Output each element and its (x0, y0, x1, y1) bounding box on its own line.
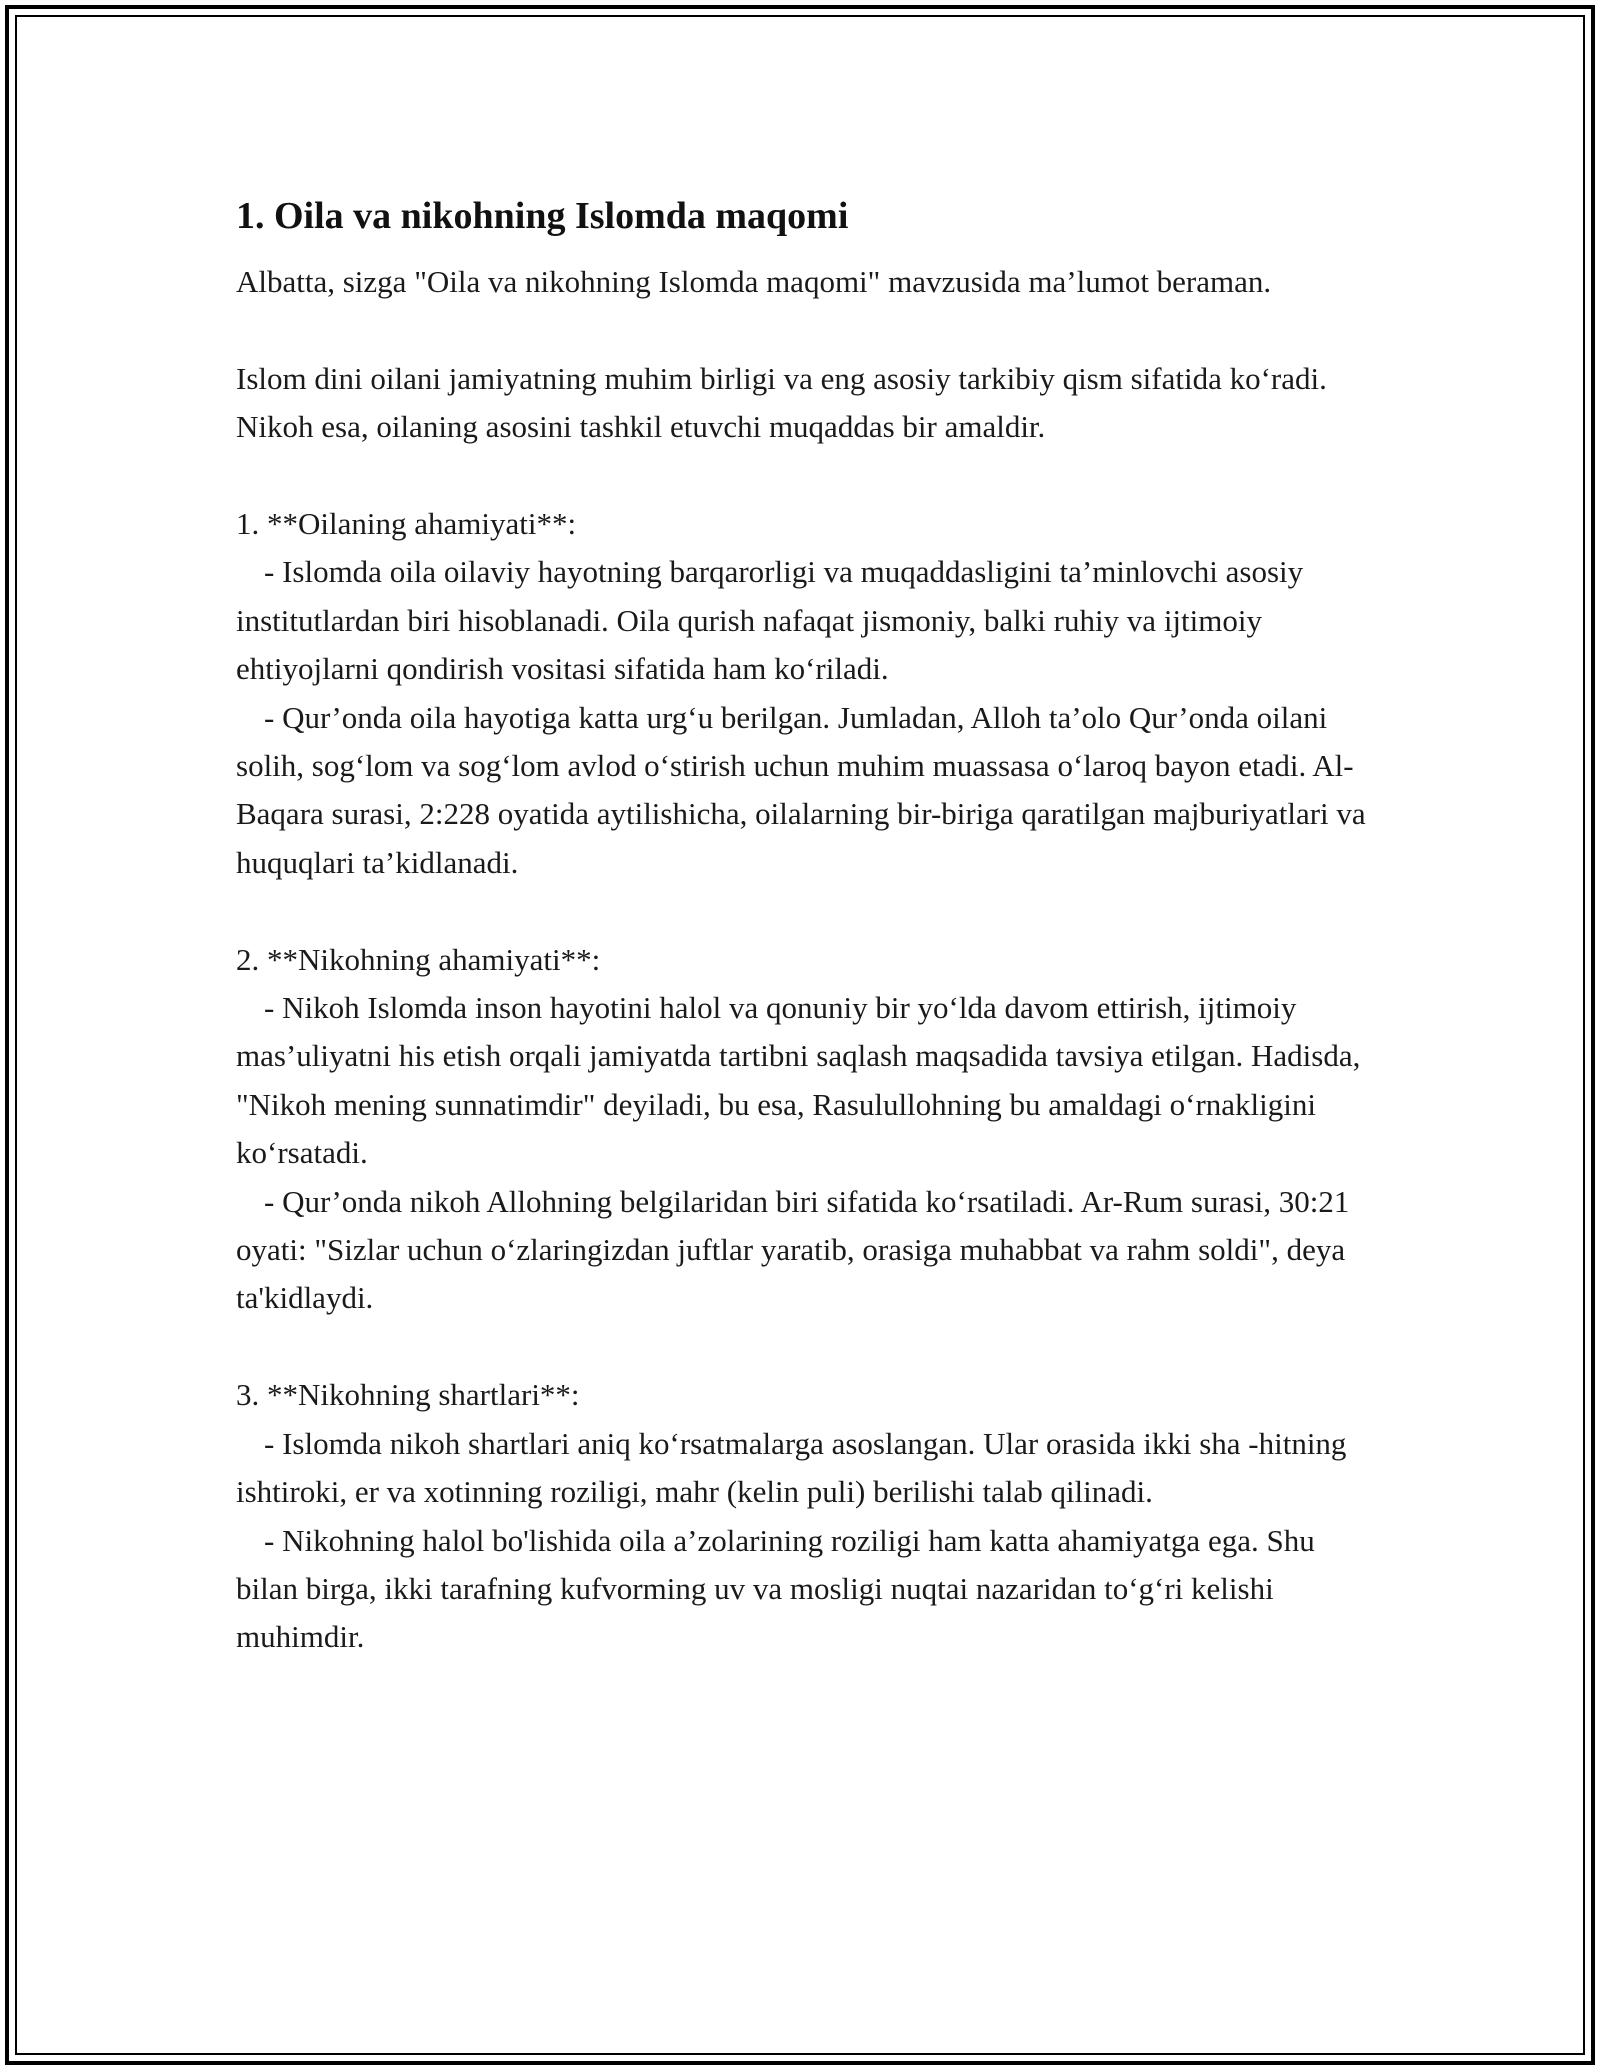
section-heading: 2. **Nikohning ahamiyati**: (236, 941, 601, 977)
paragraph-gap (236, 452, 1376, 500)
bullet-item: - Nikoh Islomda inson hayotini halol va qonuniy bir yo‘lda davom ettirish, ijtimoiy mas’uliyatni his etish orqali jamiyatda tartibni saqlash maqsadida tavsiya etilgan. Hadisda, "Nikoh mening sunnatimdir" deyiladi, bu esa, Rasulullohning bu amaldagi o‘rnakligini ko‘rsatadi. (236, 990, 1361, 1171)
intro-paragraph: Albatta, sizga "Oila va nikohning Islomda maqomi" mavzusida ma’lumot beraman. (236, 264, 1272, 299)
bullet-item: - Islomda oila oilaviy hayotning barqarorligi va muqaddasligini ta’minlovchi asosiy institutlardan biri hisoblanadi. Oila qurish nafaqat jismoniy, balki ruhiy va ijtimoiy ehtiyojlarni qondirish vositasi sifatida ham ko‘riladi. (236, 554, 1304, 687)
section-marriage-conditions (236, 1371, 1376, 1661)
bullet-item: - Nikohning halol bo'lishida oila a’zolarining roziligi ham katta ahamiyatga ega. Shu bilan birga, ikki tarafning kufvorming uv va mosligi nuqtai nazaridan to‘g‘ri kelishi muhimdir. (236, 1522, 1315, 1655)
document-title: 1. Oila va nikohning Islomda maqomi (236, 195, 849, 237)
section-marriage-importance (236, 936, 1376, 1323)
paragraph-gap (236, 887, 1376, 935)
section-family-importance (236, 500, 1376, 887)
section-heading: 1. **Oilaning ahamiyati**: (236, 506, 577, 541)
bullet-item: - Islomda nikoh shartlari aniq ko‘rsatmalarga asoslangan. Ular orasida ikki sha -hitning ishtiroki, er va xotinning roziligi, mahr (kelin puli) berilishi talab qilinadi. (236, 1425, 1347, 1510)
paragraph-gap (236, 1323, 1376, 1371)
section-heading: 3. **Nikohning shartlari**: (236, 1377, 580, 1413)
overview-paragraph: Islom dini oilani jamiyatning muhim birligi va eng asosiy tarkibiy qism sifatida ko‘radi. Nikoh esa, oilaning asosini tashkil etuvchi muqaddas bir amaldir. (236, 360, 1327, 445)
bullet-item: - Qur’onda oila hayotiga katta urg‘u berilgan. Jumladan, Alloh ta’olo Qur’onda oilani solih, sog‘lom va sog‘lom avlod o‘stirish uchun muhim muassasa o‘laroq bayon etadi. Al-Baqara surasi, 2:228 oyatida aytilishicha, oilalarning bir-biriga qaratilgan majburiyatlari va huquqlari ta’kidlanadi. (236, 699, 1366, 880)
paragraph-gap (236, 306, 1376, 354)
bullet-item: - Qur’onda nikoh Allohning belgilaridan biri sifatida ko‘rsatiladi. Ar-Rum surasi, 30:21 oyati: "Sizlar uchun o‘zlaringizdan juftlar yaratib, orasiga muhabbat va rahm soldi", deya ta'kidlaydi. (236, 1183, 1350, 1316)
document-body (236, 190, 1376, 1662)
